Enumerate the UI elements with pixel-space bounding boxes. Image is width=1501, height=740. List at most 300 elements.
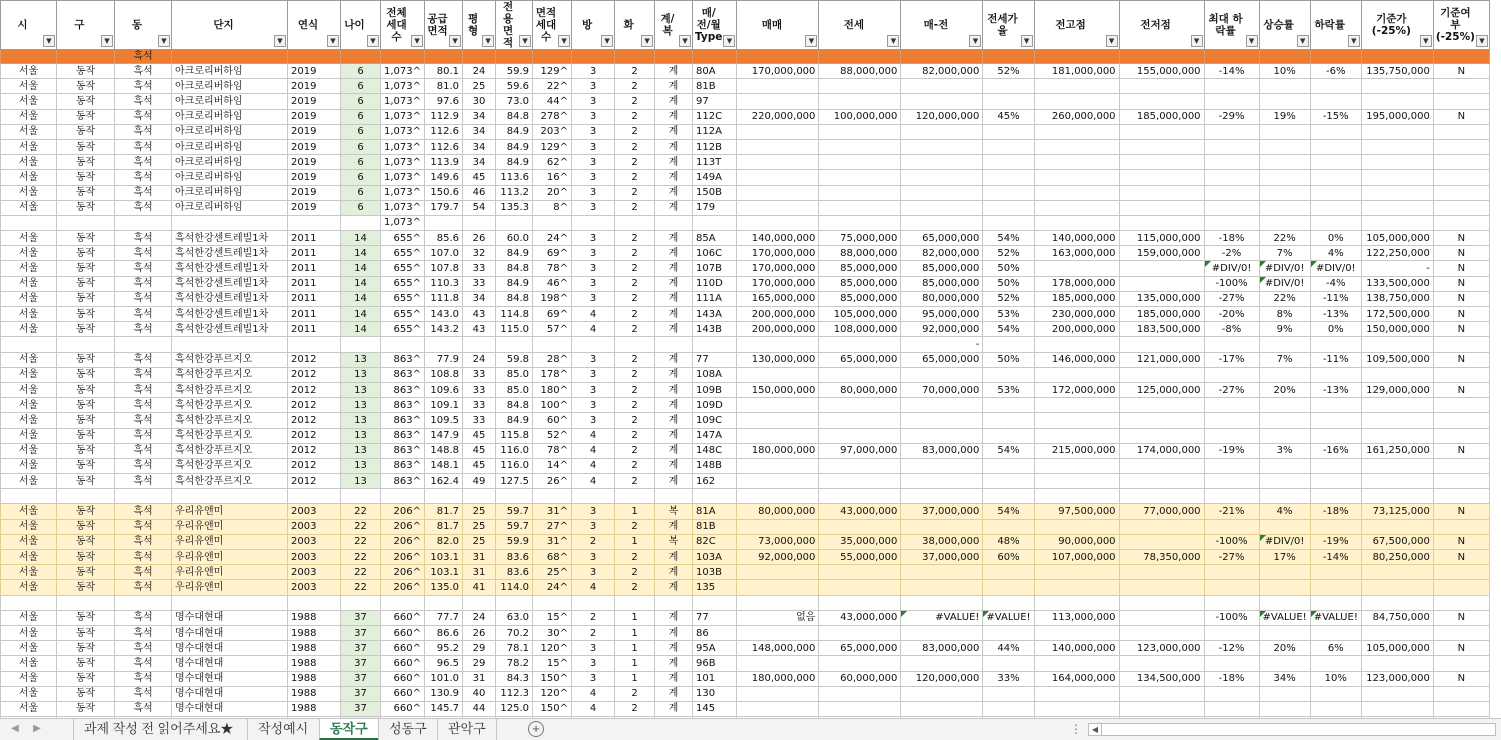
cell[interactable]: 아크로리버하임 <box>172 139 288 154</box>
cell[interactable]: 105,000,000 <box>1361 641 1433 656</box>
cell[interactable]: 2019 <box>288 109 341 124</box>
cell[interactable]: 동작 <box>57 185 115 200</box>
cell[interactable]: 143A <box>693 307 737 322</box>
cell[interactable] <box>693 489 737 504</box>
cell[interactable]: 77 <box>693 352 737 367</box>
cell[interactable]: 3 <box>572 413 615 428</box>
cell[interactable] <box>1119 155 1204 170</box>
cell[interactable] <box>1433 489 1489 504</box>
cell[interactable]: 44^ <box>533 94 572 109</box>
cell[interactable] <box>1034 200 1119 215</box>
filter-dropdown-icon[interactable]: ▼ <box>1476 35 1488 47</box>
cell[interactable]: 655^ <box>381 307 425 322</box>
cell[interactable] <box>1204 79 1259 94</box>
cell[interactable] <box>381 337 425 352</box>
cell[interactable] <box>983 155 1034 170</box>
cell[interactable]: 95A <box>693 641 737 656</box>
cell[interactable]: 우리유앤미 <box>172 504 288 519</box>
cell[interactable]: 203^ <box>533 124 572 139</box>
cell[interactable] <box>1310 337 1361 352</box>
next-sheet-icon[interactable]: ▶ <box>33 723 41 734</box>
cell[interactable] <box>819 398 901 413</box>
cell[interactable] <box>1433 185 1489 200</box>
cell[interactable] <box>1361 337 1433 352</box>
cell[interactable] <box>1310 413 1361 428</box>
cell[interactable]: N <box>1433 382 1489 397</box>
cell[interactable] <box>1 50 57 64</box>
cell[interactable]: 계 <box>655 291 693 306</box>
cell[interactable]: 동작 <box>57 398 115 413</box>
cell[interactable]: 흑석한강센트레빌1차 <box>172 322 288 337</box>
cell[interactable] <box>983 580 1034 595</box>
cell[interactable]: 85.6 <box>425 231 463 246</box>
cell[interactable] <box>1310 474 1361 489</box>
cell[interactable]: -6% <box>1310 64 1361 79</box>
cell[interactable]: 2003 <box>288 580 341 595</box>
filter-dropdown-icon[interactable]: ▼ <box>558 35 570 47</box>
cell[interactable]: 2 <box>615 231 655 246</box>
cell[interactable]: 동작 <box>57 170 115 185</box>
cell[interactable] <box>1119 276 1204 291</box>
cell[interactable]: 서울 <box>1 367 57 382</box>
cell[interactable]: 2 <box>615 580 655 595</box>
cell[interactable]: 96B <box>693 656 737 671</box>
cell[interactable]: 146,000,000 <box>1034 352 1119 367</box>
cell[interactable]: 60% <box>983 550 1034 565</box>
cell[interactable]: 34 <box>463 291 496 306</box>
cell[interactable]: 동작 <box>57 413 115 428</box>
cell[interactable]: 1,073^ <box>381 79 425 94</box>
cell[interactable]: 230,000,000 <box>1034 307 1119 322</box>
cell[interactable] <box>1259 367 1310 382</box>
cell[interactable]: 흑석한강푸르지오 <box>172 474 288 489</box>
cell[interactable]: 30 <box>463 94 496 109</box>
cell[interactable] <box>341 595 381 610</box>
cell[interactable]: 135 <box>693 580 737 595</box>
cell[interactable] <box>1034 261 1119 276</box>
cell[interactable]: -8% <box>1204 322 1259 337</box>
cell[interactable]: 59.9 <box>496 534 533 549</box>
cell[interactable]: 34 <box>463 124 496 139</box>
cell[interactable]: 2003 <box>288 504 341 519</box>
filter-dropdown-icon[interactable]: ▼ <box>1021 35 1033 47</box>
cell[interactable]: 계 <box>655 155 693 170</box>
cell[interactable]: 84.3 <box>496 671 533 686</box>
cell[interactable]: 2012 <box>288 458 341 473</box>
cell[interactable]: 37 <box>341 625 381 640</box>
cell[interactable] <box>901 580 983 595</box>
cell[interactable] <box>737 155 819 170</box>
cell[interactable] <box>737 337 819 352</box>
cell[interactable] <box>1433 701 1489 716</box>
cell[interactable]: 65,000,000 <box>901 231 983 246</box>
cell[interactable]: 83.6 <box>496 550 533 565</box>
cell[interactable]: 95,000,000 <box>901 307 983 322</box>
cell[interactable]: 흑석한강센트레빌1차 <box>172 291 288 306</box>
cell[interactable] <box>983 200 1034 215</box>
cell[interactable]: 흑석한강푸르지오 <box>172 413 288 428</box>
cell[interactable]: -17% <box>1204 352 1259 367</box>
cell[interactable]: 129^ <box>533 139 572 154</box>
cell[interactable]: 우리유앤미 <box>172 580 288 595</box>
cell[interactable]: 2003 <box>288 550 341 565</box>
cell[interactable]: 108.8 <box>425 367 463 382</box>
cell[interactable]: 172,500,000 <box>1361 307 1433 322</box>
cell[interactable]: 170,000,000 <box>737 276 819 291</box>
cell[interactable] <box>1433 580 1489 595</box>
cell[interactable]: 84.9 <box>496 246 533 261</box>
cell[interactable] <box>425 50 463 64</box>
cell[interactable]: 2012 <box>288 428 341 443</box>
cell[interactable] <box>615 337 655 352</box>
cell[interactable]: 34 <box>463 139 496 154</box>
cell[interactable]: 13 <box>341 352 381 367</box>
cell[interactable]: 동작 <box>57 352 115 367</box>
cell[interactable]: 73,000,000 <box>737 534 819 549</box>
cell[interactable] <box>1310 565 1361 580</box>
cell[interactable] <box>1034 656 1119 671</box>
cell[interactable]: #VALUE! <box>901 610 983 625</box>
cell[interactable] <box>496 50 533 64</box>
cell[interactable]: 19% <box>1259 109 1310 124</box>
cell[interactable] <box>983 595 1034 610</box>
cell[interactable] <box>1119 185 1204 200</box>
cell[interactable] <box>1034 474 1119 489</box>
cell[interactable]: 동작 <box>57 580 115 595</box>
cell[interactable]: 110D <box>693 276 737 291</box>
cell[interactable]: 4 <box>572 701 615 716</box>
cell[interactable] <box>1361 428 1433 443</box>
cell[interactable]: 계 <box>655 580 693 595</box>
cell[interactable]: 105,000,000 <box>1361 231 1433 246</box>
cell[interactable] <box>901 701 983 716</box>
cell[interactable]: 120,000,000 <box>901 109 983 124</box>
cell[interactable]: 130 <box>693 686 737 701</box>
cell[interactable] <box>1361 50 1433 64</box>
cell[interactable] <box>1034 580 1119 595</box>
cell[interactable]: 6 <box>341 200 381 215</box>
cell[interactable] <box>819 50 901 64</box>
cell[interactable] <box>983 686 1034 701</box>
cell[interactable]: 77,000,000 <box>1119 504 1204 519</box>
cell[interactable]: 35,000,000 <box>819 534 901 549</box>
cell[interactable]: 3 <box>572 519 615 534</box>
cell[interactable]: 80.1 <box>425 64 463 79</box>
cell[interactable]: 84.8 <box>496 398 533 413</box>
cell[interactable]: 147A <box>693 428 737 443</box>
cell[interactable]: 113.9 <box>425 155 463 170</box>
filter-dropdown-icon[interactable]: ▼ <box>43 35 55 47</box>
cell[interactable] <box>901 94 983 109</box>
cell[interactable]: 2 <box>615 307 655 322</box>
cell[interactable] <box>819 124 901 139</box>
cell[interactable] <box>1361 185 1433 200</box>
cell[interactable]: 계 <box>655 322 693 337</box>
cell[interactable]: 2 <box>615 109 655 124</box>
cell[interactable] <box>1310 489 1361 504</box>
cell[interactable]: 33 <box>463 382 496 397</box>
cell[interactable]: 3 <box>572 79 615 94</box>
cell[interactable]: 아크로리버하임 <box>172 200 288 215</box>
cell[interactable]: 22 <box>341 504 381 519</box>
cell[interactable] <box>533 595 572 610</box>
cell[interactable]: 145.7 <box>425 701 463 716</box>
cell[interactable]: 계 <box>655 352 693 367</box>
cell[interactable]: 아크로리버하임 <box>172 79 288 94</box>
cell[interactable] <box>463 337 496 352</box>
cell[interactable] <box>901 139 983 154</box>
cell[interactable]: 15^ <box>533 610 572 625</box>
cell[interactable] <box>819 428 901 443</box>
cell[interactable] <box>1361 580 1433 595</box>
cell[interactable] <box>819 413 901 428</box>
cell[interactable]: 계 <box>655 398 693 413</box>
cell[interactable]: 113T <box>693 155 737 170</box>
cell[interactable]: 동작 <box>57 565 115 580</box>
cell[interactable]: 83,000,000 <box>901 641 983 656</box>
cell[interactable]: 10% <box>1259 64 1310 79</box>
cell[interactable]: 8% <box>1259 307 1310 322</box>
cell[interactable] <box>1259 94 1310 109</box>
cell[interactable] <box>57 215 115 230</box>
cell[interactable]: 서울 <box>1 413 57 428</box>
cell[interactable]: 1 <box>615 534 655 549</box>
cell[interactable] <box>115 489 172 504</box>
cell[interactable] <box>1204 701 1259 716</box>
cell[interactable] <box>57 337 115 352</box>
cell[interactable]: 2 <box>615 367 655 382</box>
cell[interactable] <box>1433 79 1489 94</box>
cell[interactable] <box>1361 519 1433 534</box>
cell[interactable] <box>1119 124 1204 139</box>
cell[interactable]: 흑석 <box>115 109 172 124</box>
cell[interactable]: 20% <box>1259 641 1310 656</box>
cell[interactable] <box>1204 428 1259 443</box>
cell[interactable]: 150.6 <box>425 185 463 200</box>
cell[interactable]: 흑석 <box>115 504 172 519</box>
cell[interactable]: 서울 <box>1 671 57 686</box>
cell[interactable]: 43,000,000 <box>819 610 901 625</box>
cell[interactable]: 없음 <box>737 610 819 625</box>
cell[interactable]: 계 <box>655 246 693 261</box>
cell[interactable]: 흑석한강푸르지오 <box>172 367 288 382</box>
cell[interactable]: 6 <box>341 139 381 154</box>
cell[interactable]: 20^ <box>533 185 572 200</box>
cell[interactable]: 2 <box>615 200 655 215</box>
cell[interactable]: 115.8 <box>496 428 533 443</box>
cell[interactable] <box>983 489 1034 504</box>
cell[interactable] <box>819 474 901 489</box>
cell[interactable]: 38,000,000 <box>901 534 983 549</box>
cell[interactable]: 3 <box>572 291 615 306</box>
cell[interactable]: 185,000,000 <box>1119 307 1204 322</box>
cell[interactable] <box>1119 215 1204 230</box>
cell[interactable] <box>693 50 737 64</box>
cell[interactable]: 113.2 <box>496 185 533 200</box>
cell[interactable]: 660^ <box>381 625 425 640</box>
cell[interactable] <box>1204 170 1259 185</box>
cell[interactable] <box>1204 337 1259 352</box>
cell[interactable] <box>983 94 1034 109</box>
cell[interactable]: 22 <box>341 550 381 565</box>
cell[interactable]: 2 <box>615 428 655 443</box>
cell[interactable]: 84.9 <box>496 155 533 170</box>
cell[interactable]: 84,750,000 <box>1361 610 1433 625</box>
cell[interactable]: 1 <box>615 641 655 656</box>
cell[interactable]: 2019 <box>288 155 341 170</box>
cell[interactable]: 2011 <box>288 307 341 322</box>
cell[interactable]: 서울 <box>1 307 57 322</box>
cell[interactable]: 9% <box>1259 322 1310 337</box>
cell[interactable]: 122,250,000 <box>1361 246 1433 261</box>
cell[interactable] <box>1361 215 1433 230</box>
cell[interactable] <box>1433 50 1489 64</box>
cell[interactable]: 50% <box>983 261 1034 276</box>
cell[interactable]: 2 <box>615 261 655 276</box>
cell[interactable]: 46 <box>463 185 496 200</box>
cell[interactable]: 22% <box>1259 231 1310 246</box>
cell[interactable]: 78^ <box>533 443 572 458</box>
cell[interactable] <box>463 489 496 504</box>
cell[interactable]: 206^ <box>381 504 425 519</box>
cell[interactable]: 14^ <box>533 458 572 473</box>
cell[interactable]: 170,000,000 <box>737 64 819 79</box>
cell[interactable]: 65,000,000 <box>901 352 983 367</box>
cell[interactable]: 아크로리버하임 <box>172 124 288 139</box>
cell[interactable] <box>1119 367 1204 382</box>
cell[interactable] <box>1310 124 1361 139</box>
cell[interactable]: 54% <box>983 322 1034 337</box>
cell[interactable]: 148C <box>693 443 737 458</box>
tab-readme[interactable]: 과제 작성 전 읽어주세요★ <box>73 719 243 740</box>
cell[interactable]: 135,750,000 <box>1361 64 1433 79</box>
cell[interactable]: 3 <box>572 124 615 139</box>
cell[interactable]: 112A <box>693 124 737 139</box>
cell[interactable]: 흑석 <box>115 398 172 413</box>
cell[interactable]: 163,000,000 <box>1034 246 1119 261</box>
cell[interactable] <box>1310 170 1361 185</box>
cell[interactable] <box>1204 124 1259 139</box>
cell[interactable]: 서울 <box>1 64 57 79</box>
cell[interactable] <box>983 428 1034 443</box>
cell[interactable]: #DIV/0! <box>1259 261 1310 276</box>
cell[interactable] <box>1433 200 1489 215</box>
filter-dropdown-icon[interactable]: ▼ <box>158 35 170 47</box>
cell[interactable]: 77 <box>693 610 737 625</box>
cell[interactable]: 흑석 <box>115 124 172 139</box>
cell[interactable]: 2 <box>615 276 655 291</box>
cell[interactable]: 220,000,000 <box>737 109 819 124</box>
cell[interactable]: 112.6 <box>425 124 463 139</box>
cell[interactable]: 100,000,000 <box>819 109 901 124</box>
cell[interactable]: 계 <box>655 641 693 656</box>
cell[interactable]: 33 <box>463 413 496 428</box>
cell[interactable]: N <box>1433 641 1489 656</box>
cell[interactable]: 109.1 <box>425 398 463 413</box>
cell[interactable] <box>901 413 983 428</box>
cell[interactable]: 67,500,000 <box>1361 534 1433 549</box>
cell[interactable]: 3 <box>572 109 615 124</box>
cell[interactable]: 127.5 <box>496 474 533 489</box>
cell[interactable] <box>1259 686 1310 701</box>
cell[interactable] <box>901 458 983 473</box>
cell[interactable]: 흑석한강푸르지오 <box>172 458 288 473</box>
cell[interactable]: 1 <box>615 625 655 640</box>
cell[interactable] <box>655 50 693 64</box>
cell[interactable]: 2012 <box>288 413 341 428</box>
cell[interactable]: 1,073^ <box>381 170 425 185</box>
cell[interactable] <box>1433 413 1489 428</box>
cell[interactable]: -100% <box>1204 534 1259 549</box>
cell[interactable]: 68^ <box>533 550 572 565</box>
cell[interactable] <box>1361 170 1433 185</box>
cell[interactable]: 4 <box>572 474 615 489</box>
cell[interactable]: 116.0 <box>496 458 533 473</box>
cell[interactable]: 86 <box>693 625 737 640</box>
cell[interactable] <box>901 428 983 443</box>
cell[interactable]: 3 <box>572 504 615 519</box>
cell[interactable]: 14 <box>341 261 381 276</box>
cell[interactable] <box>1310 458 1361 473</box>
cell[interactable]: 112.6 <box>425 139 463 154</box>
cell[interactable]: 85.0 <box>496 382 533 397</box>
cell[interactable]: 계 <box>655 185 693 200</box>
cell[interactable]: 52^ <box>533 428 572 443</box>
cell[interactable]: 2 <box>572 534 615 549</box>
cell[interactable]: 33% <box>983 671 1034 686</box>
cell[interactable]: 655^ <box>381 276 425 291</box>
cell[interactable]: 2 <box>615 124 655 139</box>
cell[interactable]: 112.3 <box>496 686 533 701</box>
cell[interactable]: 동작 <box>57 139 115 154</box>
cell[interactable]: 동작 <box>57 109 115 124</box>
cell[interactable]: 200,000,000 <box>737 307 819 322</box>
cell[interactable]: 111.8 <box>425 291 463 306</box>
cell[interactable]: 서울 <box>1 139 57 154</box>
cell[interactable] <box>1034 519 1119 534</box>
cell[interactable]: 1,073^ <box>381 215 425 230</box>
cell[interactable] <box>693 215 737 230</box>
cell[interactable] <box>1361 139 1433 154</box>
cell[interactable] <box>1034 170 1119 185</box>
cell[interactable]: 계 <box>655 519 693 534</box>
cell[interactable]: 123,000,000 <box>1119 641 1204 656</box>
cell[interactable]: 129^ <box>533 64 572 79</box>
cell[interactable] <box>901 398 983 413</box>
cell[interactable] <box>1310 367 1361 382</box>
cell[interactable] <box>1034 625 1119 640</box>
cell[interactable]: 107B <box>693 261 737 276</box>
tab-seongdong[interactable]: 성동구 <box>378 719 437 740</box>
cell[interactable] <box>737 656 819 671</box>
cell[interactable]: 7% <box>1259 246 1310 261</box>
cell[interactable]: 84.8 <box>496 109 533 124</box>
cell[interactable] <box>737 458 819 473</box>
filter-dropdown-icon[interactable]: ▼ <box>969 35 981 47</box>
cell[interactable] <box>1310 79 1361 94</box>
cell[interactable]: -20% <box>1204 307 1259 322</box>
cell[interactable] <box>901 519 983 534</box>
cell[interactable]: 3 <box>572 185 615 200</box>
cell[interactable] <box>1259 428 1310 443</box>
cell[interactable] <box>1361 367 1433 382</box>
cell[interactable] <box>901 50 983 64</box>
cell[interactable]: 84.9 <box>496 139 533 154</box>
cell[interactable]: 133,500,000 <box>1361 276 1433 291</box>
cell[interactable]: 24 <box>463 352 496 367</box>
cell[interactable]: -18% <box>1310 504 1361 519</box>
cell[interactable]: 명수대현대 <box>172 610 288 625</box>
